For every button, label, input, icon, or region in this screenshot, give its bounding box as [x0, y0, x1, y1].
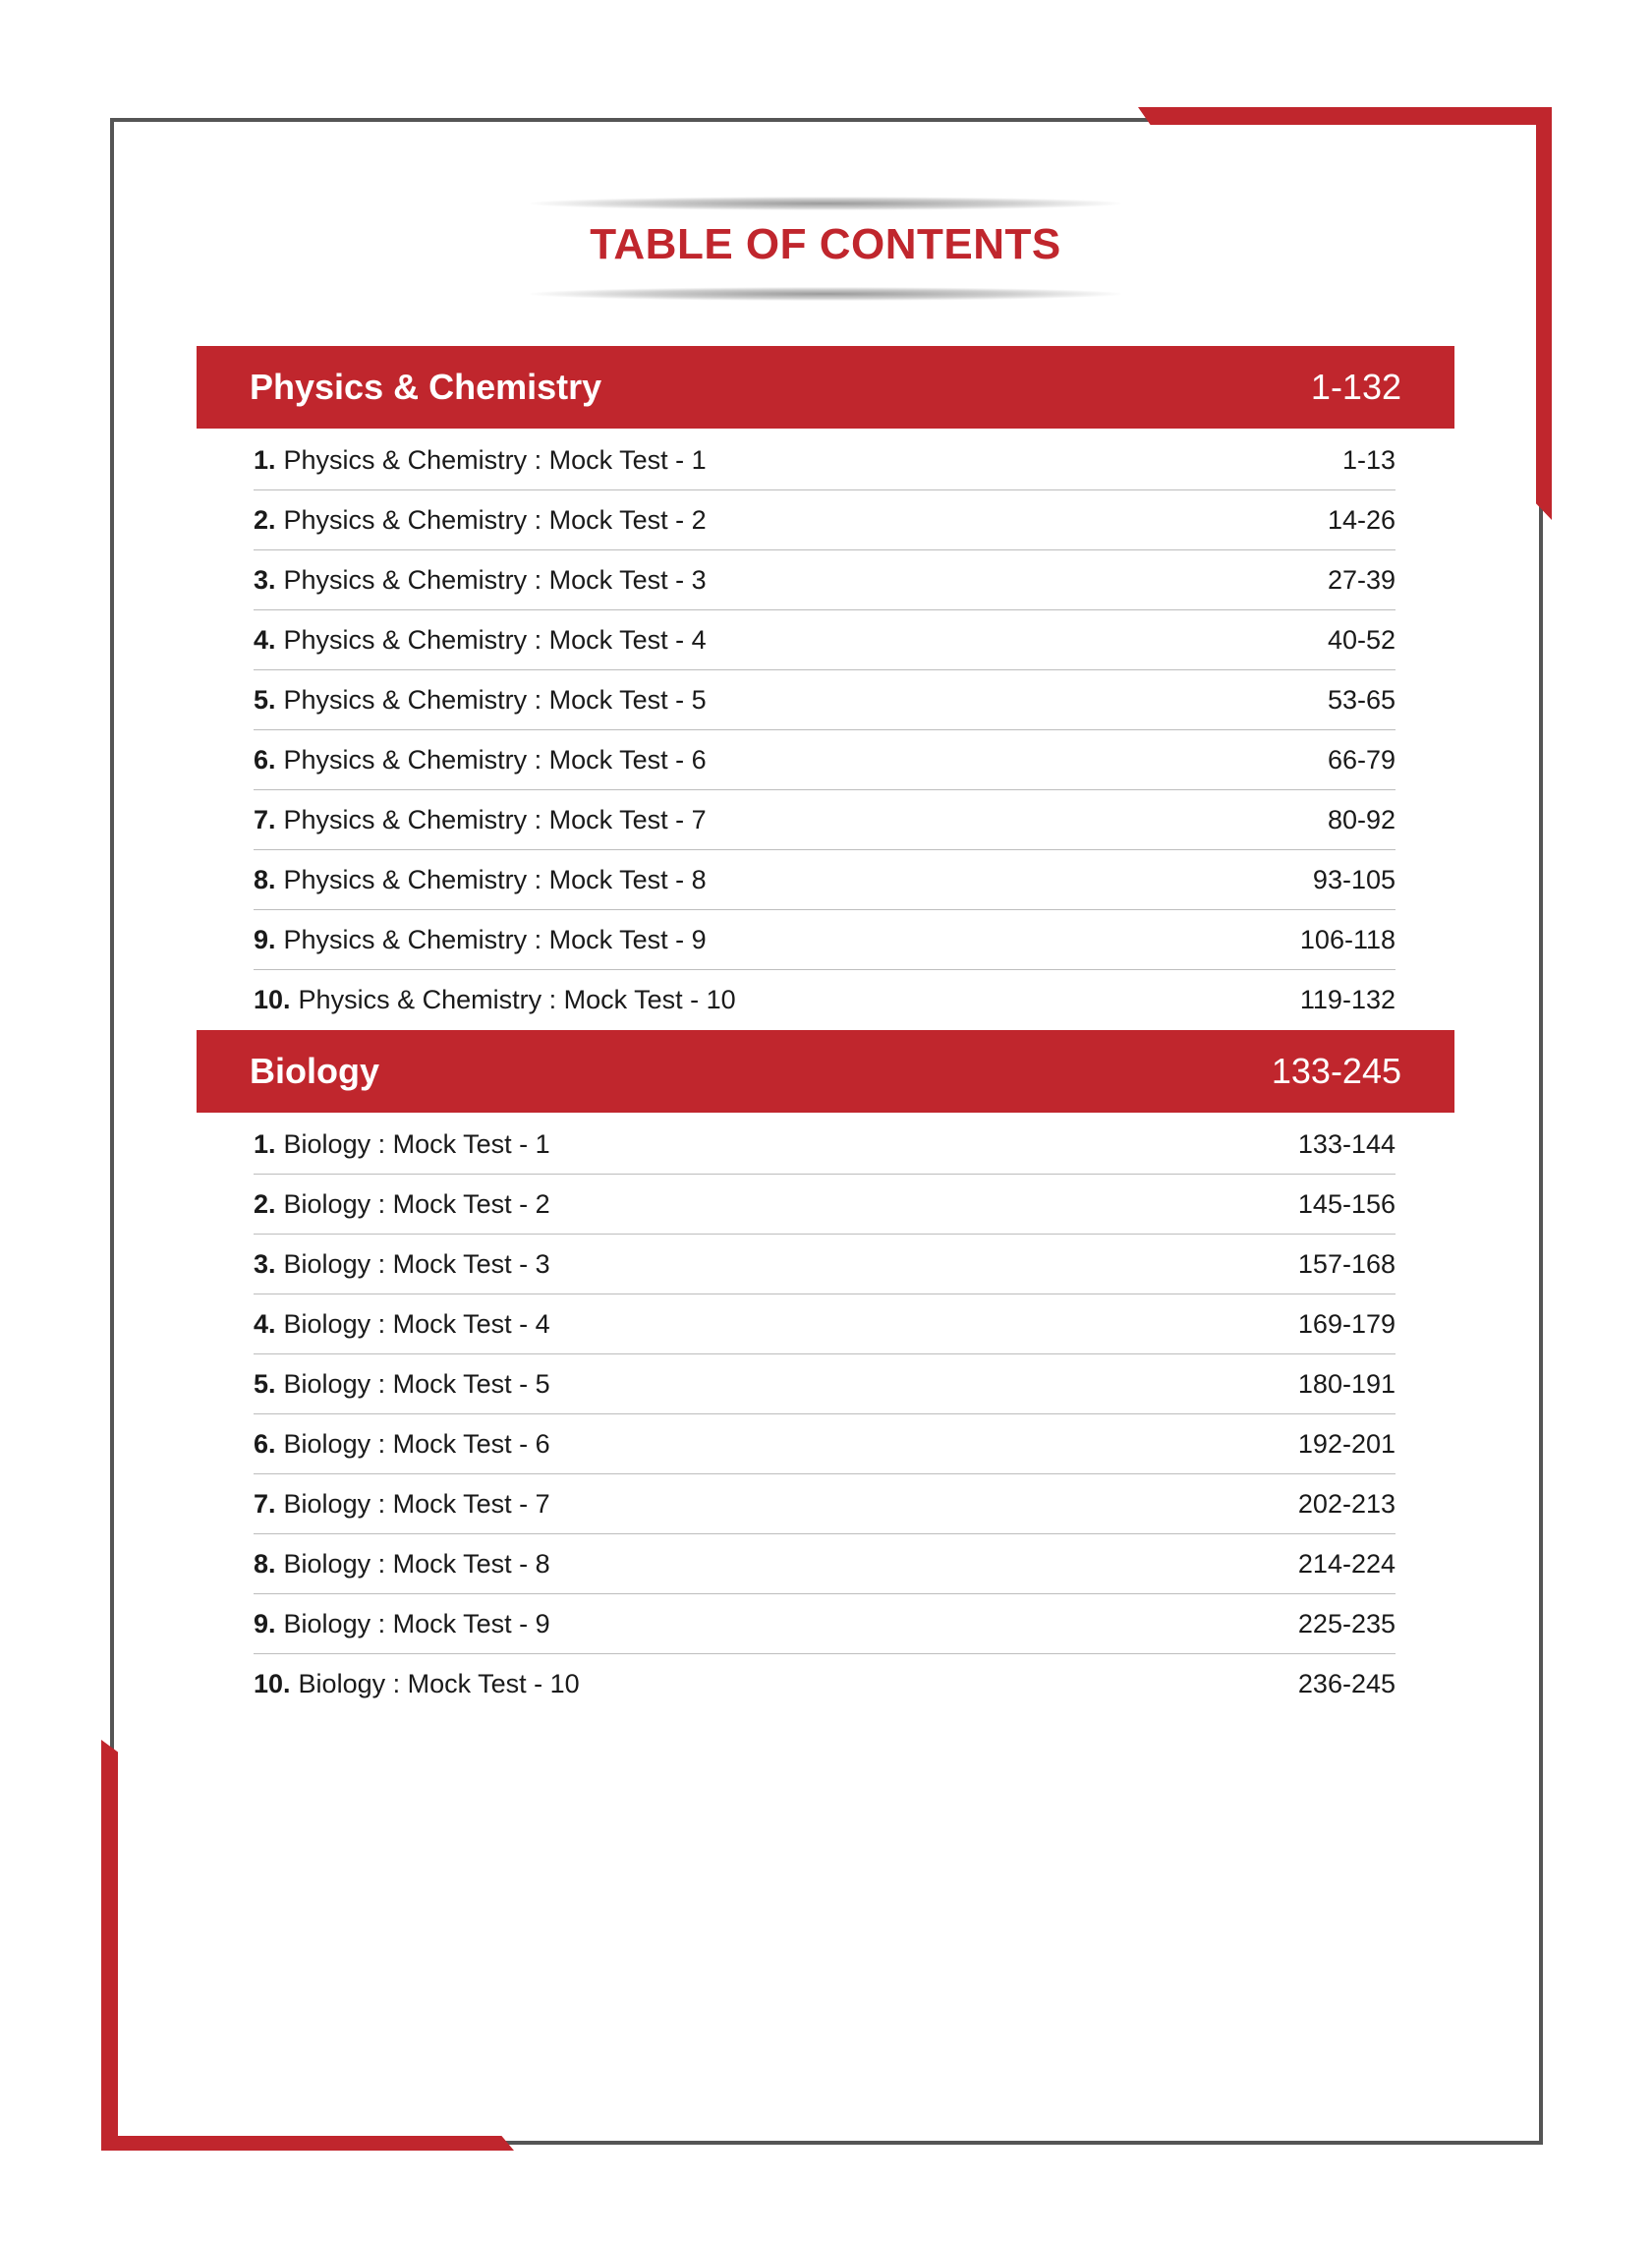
toc-entry[interactable]	[254, 1115, 1396, 1175]
entry-label: Biology : Mock Test - 3	[283, 1248, 550, 1279]
entry-label: Biology : Mock Test - 1	[283, 1128, 550, 1159]
entry-number: 1.	[254, 1128, 276, 1159]
section-header-physics-chemistry	[197, 346, 1454, 429]
corner-accent-right	[1536, 107, 1552, 520]
entry-number: 10.	[254, 985, 291, 1014]
entry-number: 3.	[254, 1248, 276, 1279]
entry-number: 2.	[254, 1188, 276, 1219]
entry-label: Physics & Chemistry : Mock Test - 4	[283, 624, 707, 655]
toc-entry[interactable]	[254, 1534, 1396, 1594]
entry-pages: 14-26	[1327, 504, 1396, 535]
entry-pages: 1-13	[1341, 444, 1396, 475]
entry-number: 8.	[254, 864, 276, 894]
corner-accent-bottom	[101, 2136, 514, 2151]
entry-number: 10.	[254, 1669, 291, 1698]
entry-pages: 53-65	[1327, 684, 1396, 715]
entry-number: 6.	[254, 744, 276, 775]
entry-number: 9.	[254, 924, 276, 954]
toc-entry[interactable]	[254, 1654, 1396, 1714]
toc-entry[interactable]	[254, 790, 1396, 850]
entry-label: Biology : Mock Test - 5	[283, 1368, 550, 1399]
entry-pages: 214-224	[1297, 1548, 1396, 1579]
toc-entry[interactable]	[254, 431, 1396, 490]
entry-label: Physics & Chemistry : Mock Test - 8	[283, 864, 707, 894]
entry-number: 5.	[254, 1368, 276, 1399]
toc-entry[interactable]	[254, 1414, 1396, 1474]
title-rule-bottom	[531, 287, 1120, 301]
toc-entry[interactable]	[254, 970, 1396, 1030]
corner-accent-top	[1138, 107, 1551, 125]
entry-number: 3.	[254, 564, 276, 595]
toc-entry[interactable]	[254, 730, 1396, 790]
entry-label: Biology : Mock Test - 2	[283, 1188, 550, 1219]
entry-pages: 169-179	[1297, 1308, 1396, 1339]
entry-number: 7.	[254, 1488, 276, 1519]
entry-pages: 80-92	[1327, 804, 1396, 834]
section-list-physics-chemistry	[254, 431, 1396, 1030]
entry-label: Biology : Mock Test - 7	[283, 1488, 550, 1519]
toc-entry[interactable]	[254, 1354, 1396, 1414]
section-list-biology	[254, 1115, 1396, 1714]
toc-entry[interactable]	[254, 670, 1396, 730]
section-title: Biology	[250, 1051, 379, 1091]
entry-label: Physics & Chemistry : Mock Test - 5	[283, 684, 707, 715]
corner-accent-left	[101, 1740, 118, 2151]
entry-label: Physics & Chemistry : Mock Test - 3	[283, 564, 707, 595]
entry-number: 5.	[254, 684, 276, 715]
section-pages: 133-245	[1271, 1051, 1401, 1091]
entry-number: 2.	[254, 504, 276, 535]
toc-entry[interactable]	[254, 610, 1396, 670]
entry-pages: 236-245	[1297, 1669, 1396, 1698]
section-title: Physics & Chemistry	[250, 367, 602, 407]
entry-pages: 133-144	[1297, 1128, 1396, 1159]
toc-entry[interactable]	[254, 550, 1396, 610]
title-block	[531, 197, 1120, 305]
entry-pages: 202-213	[1297, 1488, 1396, 1519]
entry-label: Physics & Chemistry : Mock Test - 7	[283, 804, 707, 834]
toc-entry[interactable]	[254, 910, 1396, 970]
toc-entry[interactable]	[254, 490, 1396, 550]
entry-pages: 145-156	[1297, 1188, 1396, 1219]
toc-entry[interactable]	[254, 850, 1396, 910]
entry-label: Biology : Mock Test - 10	[298, 1669, 580, 1698]
title-rule-top	[531, 197, 1120, 210]
entry-label: Biology : Mock Test - 8	[283, 1548, 550, 1579]
entry-number: 1.	[254, 444, 276, 475]
entry-label: Physics & Chemistry : Mock Test - 6	[283, 744, 707, 775]
entry-pages: 40-52	[1327, 624, 1396, 655]
entry-pages: 119-132	[1299, 985, 1396, 1014]
toc-entry[interactable]	[254, 1294, 1396, 1354]
toc-entry[interactable]	[254, 1235, 1396, 1294]
entry-pages: 192-201	[1297, 1428, 1396, 1459]
entry-number: 4.	[254, 1308, 276, 1339]
entry-pages: 93-105	[1312, 864, 1396, 894]
entry-pages: 27-39	[1327, 564, 1396, 595]
entry-label: Physics & Chemistry : Mock Test - 1	[283, 444, 707, 475]
entry-label: Biology : Mock Test - 4	[283, 1308, 550, 1339]
entry-label: Physics & Chemistry : Mock Test - 2	[283, 504, 707, 535]
entry-number: 8.	[254, 1548, 276, 1579]
section-header-biology	[197, 1030, 1454, 1113]
toc-entry[interactable]	[254, 1175, 1396, 1235]
entry-number: 6.	[254, 1428, 276, 1459]
entry-number: 9.	[254, 1608, 276, 1638]
entry-pages: 66-79	[1327, 744, 1396, 775]
entry-label: Physics & Chemistry : Mock Test - 10	[298, 985, 736, 1014]
section-pages: 1-132	[1310, 367, 1401, 407]
entry-number: 4.	[254, 624, 276, 655]
entry-pages: 157-168	[1297, 1248, 1396, 1279]
toc-entry[interactable]	[254, 1474, 1396, 1534]
entry-label: Physics & Chemistry : Mock Test - 9	[283, 924, 707, 954]
entry-label: Biology : Mock Test - 6	[283, 1428, 550, 1459]
page-title: TABLE OF CONTENTS	[590, 220, 1061, 268]
entry-label: Biology : Mock Test - 9	[283, 1608, 550, 1638]
entry-pages: 106-118	[1299, 924, 1396, 954]
toc-entry[interactable]	[254, 1594, 1396, 1654]
entry-pages: 225-235	[1297, 1608, 1396, 1638]
entry-pages: 180-191	[1297, 1368, 1396, 1399]
entry-number: 7.	[254, 804, 276, 834]
